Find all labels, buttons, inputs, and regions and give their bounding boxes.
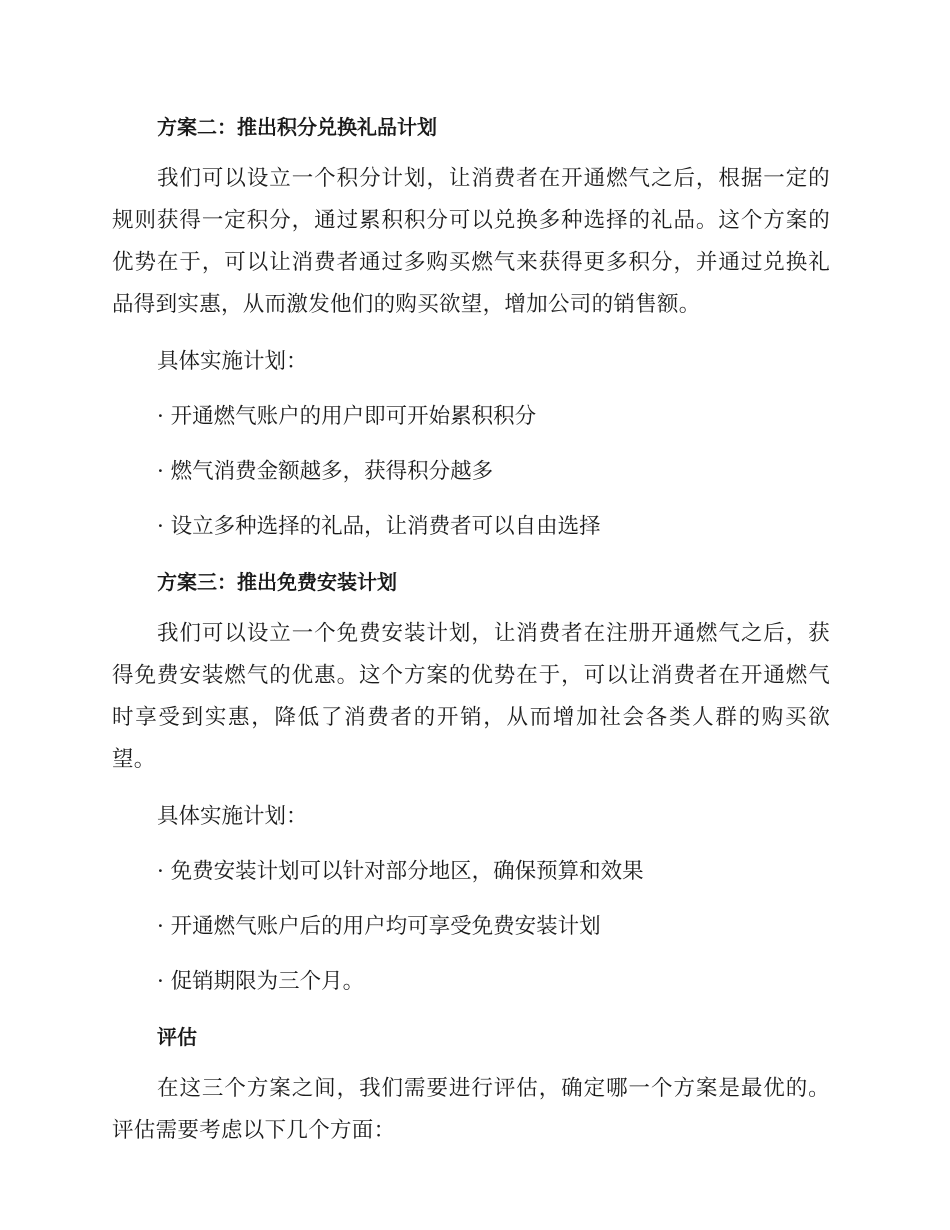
bullet-item: · 燃气消费金额越多，获得积分越多 — [157, 459, 494, 484]
section-paragraph-evaluation: 在这三个方案之间，我们需要进行评估，确定哪一个方案是最优的。评估需要考虑以下几个方面： — [112, 1076, 830, 1143]
section-heading-plan-two: 方案二：推出积分兑换礼品计划 — [157, 115, 437, 139]
bullet-item: · 开通燃气账户后的用户均可享受免费安装计划 — [157, 914, 601, 939]
bullet-item: · 促销期限为三个月。 — [157, 969, 365, 994]
plan-label-plan-two: 具体实施计划： — [157, 349, 308, 374]
bullet-item: · 开通燃气账户的用户即可开始累积积分 — [157, 404, 537, 429]
section-heading-plan-three: 方案三：推出免费安装计划 — [157, 570, 397, 594]
bullet-item: · 设立多种选择的礼品，让消费者可以自由选择 — [157, 514, 601, 539]
document-body — [112, 108, 830, 1152]
section-paragraph-plan-three: 我们可以设立一个免费安装计划，让消费者在注册开通燃气之后，获得免费安装燃气的优惠。这个方案的优势在于，可以让消费者在开通燃气时享受到实惠，降低了消费者的开销，从而增加社会各类人群的购买欲望。 — [112, 621, 830, 772]
section-heading-evaluation: 评估 — [157, 1025, 197, 1049]
bullet-item: · 免费安装计划可以针对部分地区，确保预算和效果 — [157, 859, 644, 884]
section-paragraph-plan-two: 我们可以设立一个积分计划，让消费者在开通燃气之后，根据一定的规则获得一定积分，通过累积积分可以兑换多种选择的礼品。这个方案的优势在于，可以让消费者通过多购买燃气来获得更多积分，并通过兑换礼品得到实惠，从而激发他们的购买欲望，增加公司的销售额。 — [112, 166, 830, 317]
plan-label-plan-three: 具体实施计划： — [157, 804, 308, 829]
